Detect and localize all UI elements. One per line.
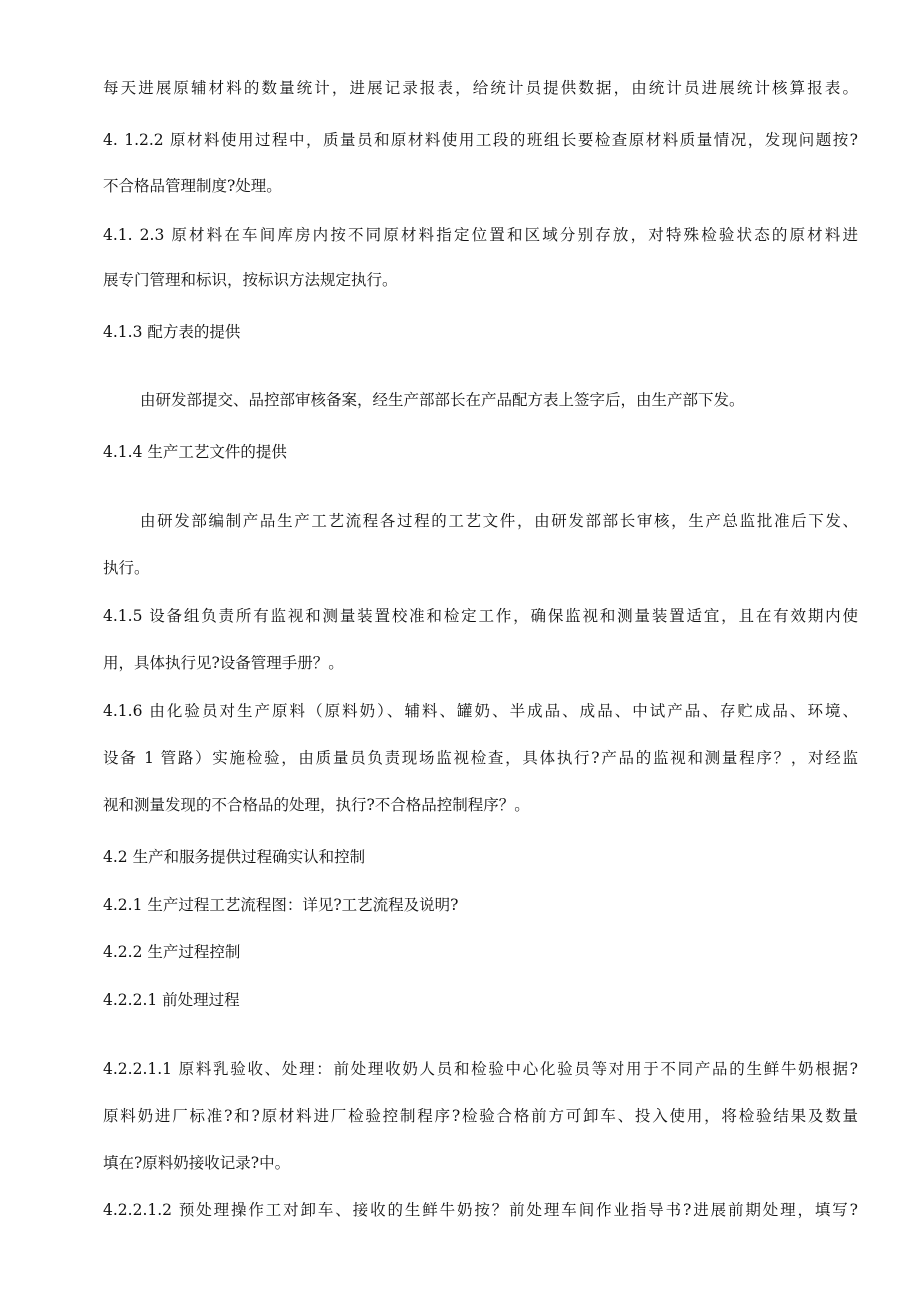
- section-heading: 4.2 生产和服务提供过程确实认和控制: [103, 848, 366, 866]
- text-line: 视和测量发现的不合格品的处理，执行?不合格品控制程序？。: [103, 796, 530, 814]
- text-line: 设备 1 管路）实施检验，由质量员负责现场监视检查，具体执行?产品的监视和测量程序？，对经监: [103, 749, 858, 767]
- text-line: 4.2.2.1.2 预处理操作工对卸车、接收的生鲜牛奶按？前处理车间作业指导书?进展前期处理，填写?: [103, 1201, 858, 1219]
- text-line: 执行。: [103, 559, 150, 577]
- section-heading: 4.2.2.1 前处理过程: [103, 991, 240, 1009]
- text-line: 展专门管理和标识，按标识方法规定执行。: [103, 271, 398, 289]
- text-line: 由研发部编制产品生产工艺流程各过程的工艺文件，由研发部部长审核，生产总监批准后下发、: [140, 512, 858, 530]
- section-heading: 4.1.3 配方表的提供: [103, 323, 241, 341]
- text-line: 4. 1.2.2 原材料使用过程中，质量员和原材料使用工段的班组长要检查原材料质量情况，发现问题按?: [103, 131, 858, 149]
- text-line: 4.1. 2.3 原材料在车间库房内按不同原材料指定位置和区域分别存放，对特殊检验状态的原材料进: [103, 226, 858, 244]
- section-heading: 4.2.2 生产过程控制: [103, 943, 241, 961]
- section-heading: 4.2.1 生产过程工艺流程图：详见?工艺流程及说明?: [103, 896, 459, 914]
- section-heading: 4.1.4 生产工艺文件的提供: [103, 443, 287, 461]
- text-line: 原料奶进厂标准?和?原材料进厂检验控制程序?检验合格前方可卸车、投入使用，将检验结果及数量: [103, 1107, 858, 1125]
- text-line: 4.1.6 由化验员对生产原料（原料奶）、辅料、罐奶、半成品、成品、中试产品、存贮成品、环境、: [103, 702, 858, 720]
- text-line: 每天进展原辅材料的数量统计，进展记录报表，给统计员提供数据，由统计员进展统计核算报表。: [103, 79, 858, 97]
- text-line: 填在?原料奶接收记录?中。: [103, 1154, 291, 1172]
- text-line: 由研发部提交、品控部审核备案，经生产部部长在产品配方表上签字后，由生产部下发。: [140, 391, 745, 409]
- text-line: 用，具体执行见?设备管理手册？。: [103, 654, 344, 672]
- text-line: 4.2.2.1.1 原料乳验收、处理：前处理收奶人员和检验中心化验员等对用于不同产品的生鲜牛奶根据?: [103, 1060, 858, 1078]
- text-line: 不合格品管理制度?处理。: [103, 177, 282, 195]
- text-line: 4.1.5 设备组负责所有监视和测量装置校准和检定工作，确保监视和测量装置适宜，且在有效期内使: [103, 607, 858, 625]
